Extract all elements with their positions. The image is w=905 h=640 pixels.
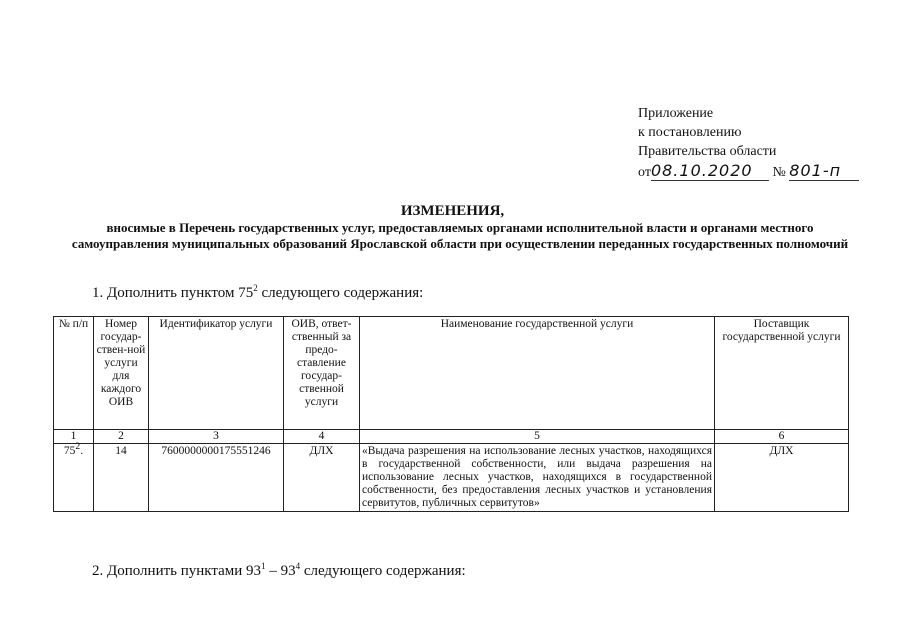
paragraph-2 [92, 563, 466, 580]
appendix-date-line [638, 161, 859, 182]
header-cell: Наименование государственной услуги [360, 317, 715, 430]
paragraph-1-text-end: следующего содержания: [257, 285, 424, 301]
column-number: 1 [54, 430, 94, 444]
column-number: 4 [284, 430, 360, 444]
identifier-cell: 7600000000175551246 [149, 444, 284, 512]
paragraph-1-sup: 2 [253, 283, 258, 293]
appendix-line-3: Правительства области [638, 144, 777, 159]
services-table [53, 316, 849, 512]
paragraph-2-sup-2: 4 [295, 561, 301, 571]
row-number: 75 [63, 445, 76, 457]
document-title: ИЗМЕНЕНИЯ, [400, 203, 505, 219]
header-cell: ОИВ, ответ-ственный за предо-ставление государ-ственной услуги [284, 317, 360, 430]
table-row [54, 444, 849, 512]
table-number-row [54, 430, 849, 444]
column-number: 5 [360, 430, 715, 444]
document-subtitle: вносимые в Перечень государственных услуг, предоставляемых органами исполнительной власти и органами местного самоуправления муниципальных образований Ярославской области при осуществлении переданных государственных полномочий [71, 220, 849, 251]
provider-cell: ДЛХ [715, 444, 849, 512]
handwritten-date: 08.10.2020 [651, 161, 769, 181]
table-header-row [54, 317, 849, 430]
appendix-line-1: Приложение [638, 106, 714, 121]
row-number-suffix: . [80, 445, 84, 457]
column-number: 2 [94, 430, 149, 444]
appendix-block [638, 104, 859, 182]
paragraph-2-text: 2. Дополнить пунктами 93 [92, 563, 262, 579]
header-cell: № п/п [54, 317, 94, 430]
appendix-line-2: к постановлению [638, 125, 742, 140]
handwritten-number: 801-п [789, 161, 859, 181]
service-name-cell: «Выдача разрешения на использование лесных участков, находящихся в государственной собственности, или выдача разрешения на использование лесных участков, находящихся в государственной собственности, без предоставления лесных участков и установления сервитутов, публичных сервитутов» [360, 444, 715, 512]
column-number: 3 [149, 430, 284, 444]
paragraph-1 [92, 285, 423, 302]
header-cell: Номер государ-ствен-ной услуги для каждого ОИВ [94, 317, 149, 430]
number-prefix: № [772, 165, 786, 180]
header-cell: Поставщик государственной услуги [715, 317, 849, 430]
paragraph-2-sup-1: 1 [261, 561, 266, 571]
oiv-cell: ДЛХ [284, 444, 360, 512]
paragraph-2-text-mid: – 93 [265, 563, 296, 579]
row-number-sup: 2 [75, 441, 81, 453]
row-number-cell [54, 441, 94, 512]
column-number: 6 [715, 430, 849, 444]
service-number-cell: 14 [94, 444, 149, 512]
date-prefix: от [638, 165, 651, 180]
paragraph-1-text: 1. Дополнить пунктом 75 [92, 285, 254, 301]
paragraph-2-text-end: следующего содержания: [300, 563, 466, 579]
header-cell: Идентификатор услуги [149, 317, 284, 430]
